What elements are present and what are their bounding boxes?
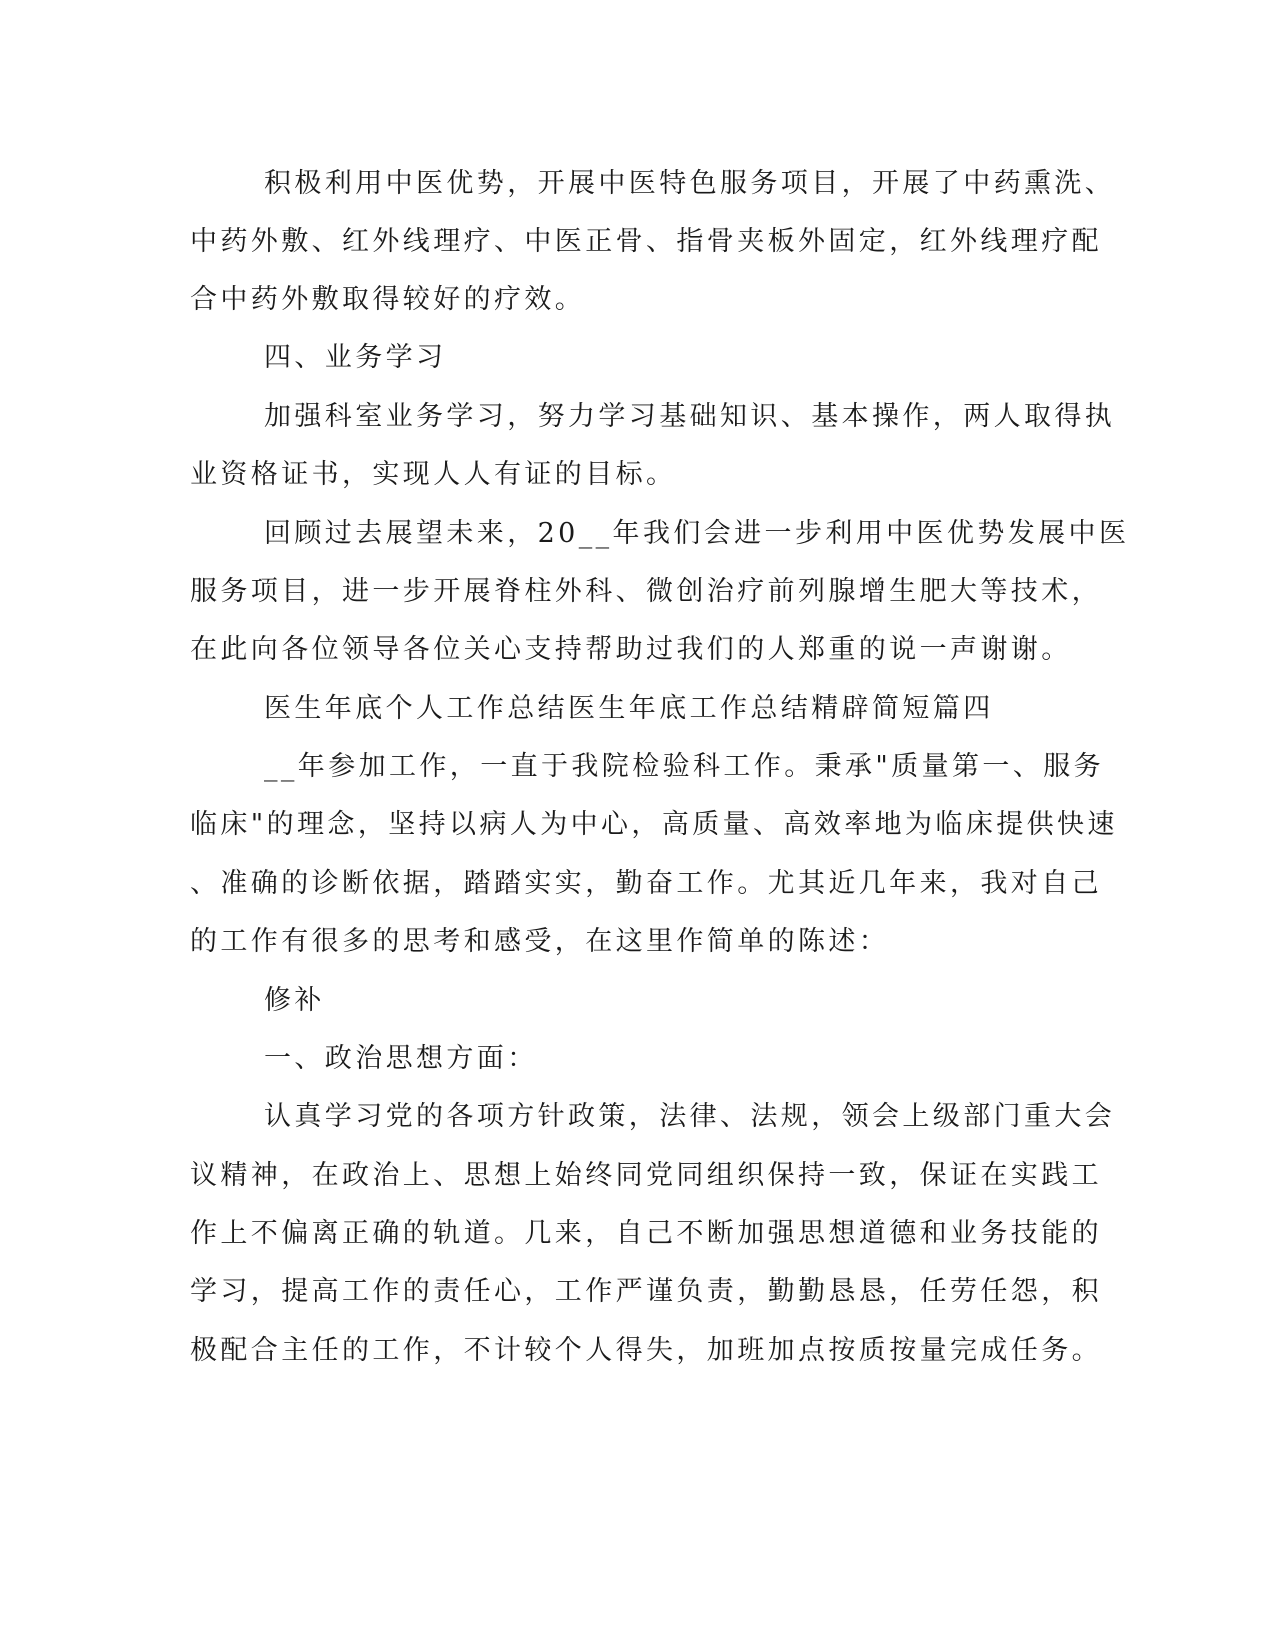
section-title: 医生年底个人工作总结医生年底工作总结精辟简短篇四 [264, 693, 994, 724]
paragraph-line: 、准确的诊断依据，踏踏实实，勤奋工作。尤其近几年来，我对自己 [190, 868, 1102, 899]
paragraph-line: 中药外敷、红外线理疗、中医正骨、指骨夹板外固定，红外线理疗配 [190, 226, 1102, 257]
paragraph-line: 极配合主任的工作，不计较个人得失，加班加点按质按量完成任务。 [190, 1335, 1102, 1366]
paragraph-line: 业资格证书，实现人人有证的目标。 [190, 459, 677, 490]
paragraph-line: 合中药外敷取得较好的疗效。 [190, 284, 586, 315]
paragraph-line: 临床"的理念，坚持以病人为中心，高质量、高效率地为临床提供快速 [190, 809, 1118, 840]
paragraph-line: __年参加工作，一直于我院检验科工作。秉承"质量第一、服务 [264, 751, 1105, 782]
paragraph-line: 服务项目，进一步开展脊柱外科、微创治疗前列腺增生肥大等技术， [190, 576, 1102, 607]
paragraph-line: 认真学习党的各项方针政策，法律、法规，领会上级部门重大会 [264, 1101, 1116, 1132]
section-heading: 一、政治思想方面： [264, 1043, 538, 1074]
paragraph-line: 修补 [264, 985, 325, 1016]
paragraph-line: 加强科室业务学习，努力学习基础知识、基本操作，两人取得执 [264, 401, 1116, 432]
paragraph-line: 作上不偏离正确的轨道。几来，自己不断加强思想道德和业务技能的 [190, 1218, 1102, 1249]
section-heading: 四、业务学习 [264, 342, 447, 373]
paragraph-line: 回顾过去展望未来，20__年我们会进一步利用中医优势发展中医 [264, 518, 1130, 549]
paragraph-line: 议精神，在政治上、思想上始终同党同组织保持一致，保证在实践工 [190, 1160, 1102, 1191]
paragraph-line: 在此向各位领导各位关心支持帮助过我们的人郑重的说一声谢谢。 [190, 634, 1072, 665]
paragraph-line: 学习，提高工作的责任心，工作严谨负责，勤勤恳恳，任劳任怨，积 [190, 1276, 1102, 1307]
paragraph-line: 积极利用中医优势，开展中医特色服务项目，开展了中药熏洗、 [264, 168, 1116, 199]
paragraph-line: 的工作有很多的思考和感受，在这里作简单的陈述： [190, 926, 890, 957]
